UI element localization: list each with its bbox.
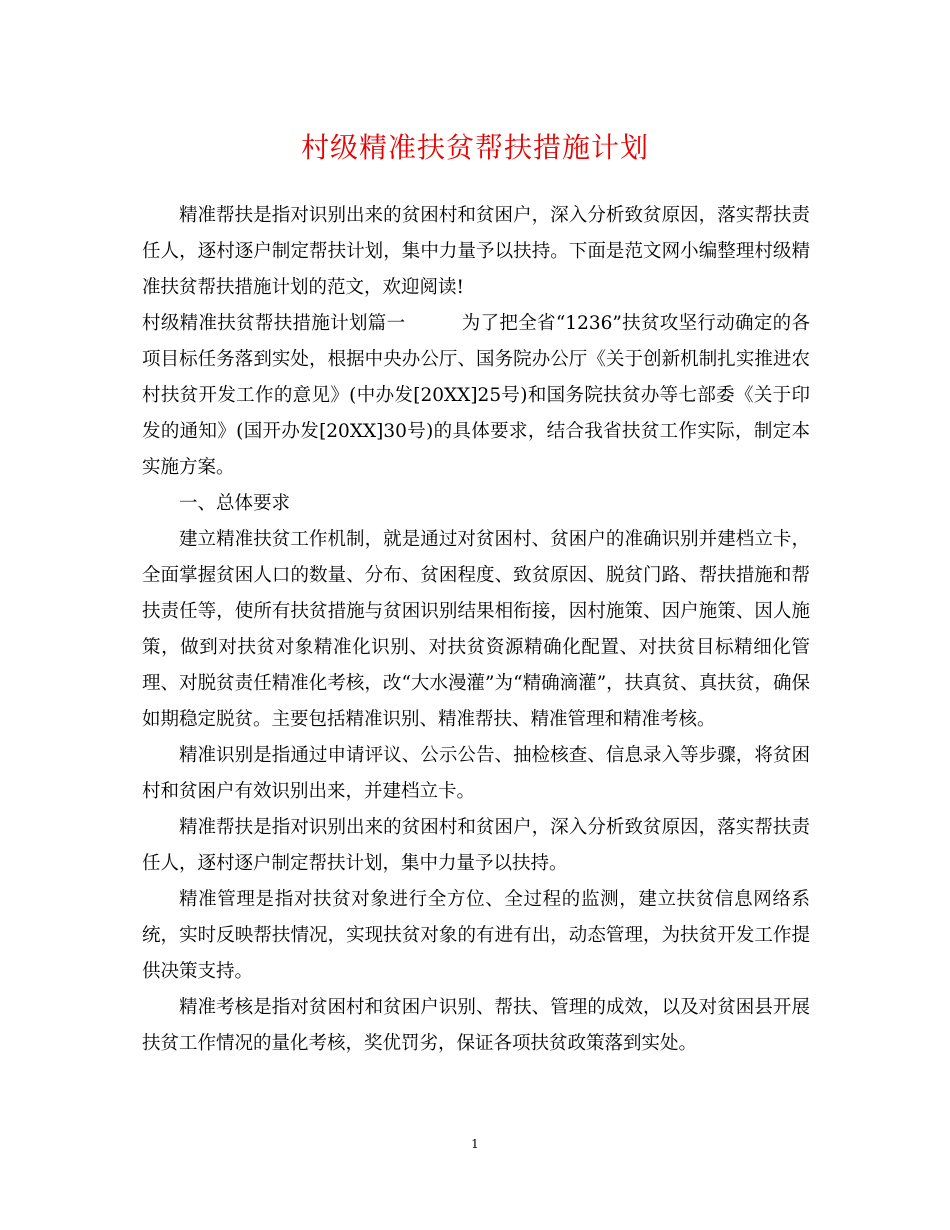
document-body <box>142 198 810 1062</box>
body-paragraph-3: 精准帮扶是指对识别出来的贫困村和贫困户，深入分析致贫原因，落实帮扶责任人，逐村逐户制定帮扶计划，集中力量予以扶持。 <box>142 817 810 874</box>
body-paragraph-4: 精准管理是指对扶贫对象进行全方位、全过程的监测，建立扶贫信息网络系统，实时反映帮扶情况，实现扶贫对象的有进有出，动态管理，为扶贫开发工作提供决策支持。 <box>142 889 810 982</box>
body-paragraph-1: 建立精准扶贫工作机制，就是通过对贫困村、贫困户的准确识别并建档立卡，全面掌握贫困人口的数量、分布、贫困程度、致贫原因、脱贫门路、帮扶措施和帮扶责任等，使所有扶贫措施与贫困识别结果相衔接，因村施策、因户施策、因人施策，做到对扶贫对象精准化识别、对扶贫资源精确化配置、对扶贫目标精细化管理、对脱贫责任精准化考核，改“大水漫灌”为“精确滴灌”，扶真贫、真扶贫，确保如期稳定脱贫。主要包括精准识别、精准帮扶、精准管理和精准考核。 <box>142 529 810 730</box>
body-paragraph-5: 精准考核是指对贫困村和贫困户识别、帮扶、管理的成效，以及对贫困县开展扶贫工作情况的量化考核，奖优罚劣，保证各项扶贫政策落到实处。 <box>142 997 810 1054</box>
body-paragraph-2: 精准识别是指通过申请评议、公示公告、抽检核查、信息录入等步骤，将贫困村和贫困户有效识别出来，并建档立卡。 <box>142 745 810 802</box>
section-text: 为了把全省“1236”扶贫攻坚行动确定的各项目标任务落到实处，根据中央办公厅、国务院办公厅《关于创新机制扎实推进农村扶贫开发工作的意见》(中办发[20XX]25号)和国务院扶贫办等七部委《关于印发的通知》(国开办发[20XX]30号)的具体要求，结合我省扶贫工作实际，制定本实施方案。 <box>142 313 810 478</box>
document-title: 村级精准扶贫帮扶措施计划 <box>300 131 649 164</box>
section-paragraph <box>142 306 810 486</box>
intro-paragraph: 精准帮扶是指对识别出来的贫困村和贫困户，深入分析致贫原因，落实帮扶责任人，逐村逐户制定帮扶计划，集中力量予以扶持。下面是范文网小编整理村级精准扶贫帮扶措施计划的范文，欢迎阅读! <box>142 205 810 298</box>
section-heading: 一、总体要求 <box>179 493 291 514</box>
page-number: 1 <box>471 1137 479 1151</box>
section-label: 村级精准扶贫帮扶措施计划篇一 <box>142 313 406 334</box>
